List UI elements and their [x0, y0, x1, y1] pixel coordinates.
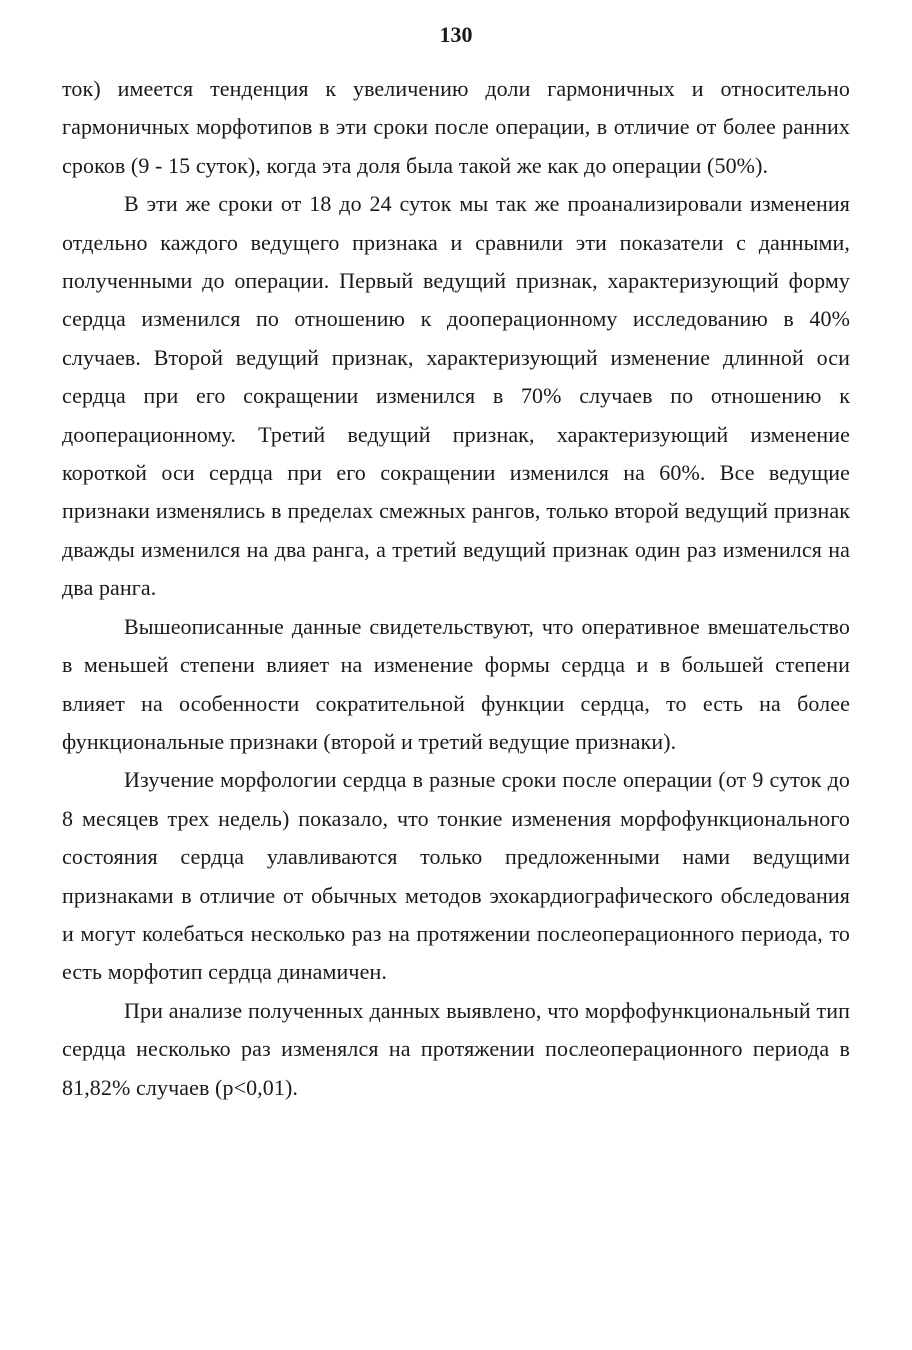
paragraph-conclusion: При анализе полученных данных выявлено, что морфофункциональный тип сердца несколько раз изменялся на протяжении послеоперационного периода в 81,82% случаев (p<0,01). — [62, 997, 850, 1100]
paragraph-continuation: ток) имеется тенденция к увеличению доли гармоничных и относительно гармоничных морфотипов в эти сроки после операции, в отличие от более ранних сроков (9 - 15 суток), когда эта доля была такой же как до операции (50%). — [62, 76, 850, 178]
body-text — [62, 70, 850, 1107]
paragraph-morphology-study: Изучение морфологии сердца в разные сроки после операции (от 9 суток до 8 месяцев трех недель) показало, что тонкие изменения морфофункционального состояния сердца улавливаются только предложенными нами ведущими признаками в отличие от обычных методов эхокардиографического обследования и могут колебаться несколько раз на протяжении послеоперационного периода, то есть морфотип сердца динамичен. — [62, 767, 850, 985]
paragraph-leading-features-analysis: В эти же сроки от 18 до 24 суток мы так же проанализировали изменения отдельно каждого ведущего признака и сравнили эти показатели с данными, полученными до операции. Первый ведущий признак, характеризующий форму сердца изменился по отношению к дооперационному исследованию в 40% случаев. Второй ведущий признак, характеризующий изменение длинной оси сердца при его сокращении изменился в 70% случаев по отношению к дооперационному. Третий ведущий признак, характеризующий изменение короткой оси сердца при его сокращении изменился на 60%. Все ведущие признаки изменялись в пределах смежных рангов, только второй ведущий признак дважды изменился на два ранга, а третий ведущий признак один раз изменился на два ранга. — [62, 191, 850, 601]
paragraph-surgery-influence: Вышеописанные данные свидетельствуют, что оперативное вмешательство в меньшей степени влияет на изменение формы сердца и в большей степени влияет на особенности сократительной функции сердца, то есть на более функциональные признаки (второй и третий ведущие признаки). — [62, 613, 850, 754]
page-number: 130 — [439, 22, 473, 47]
